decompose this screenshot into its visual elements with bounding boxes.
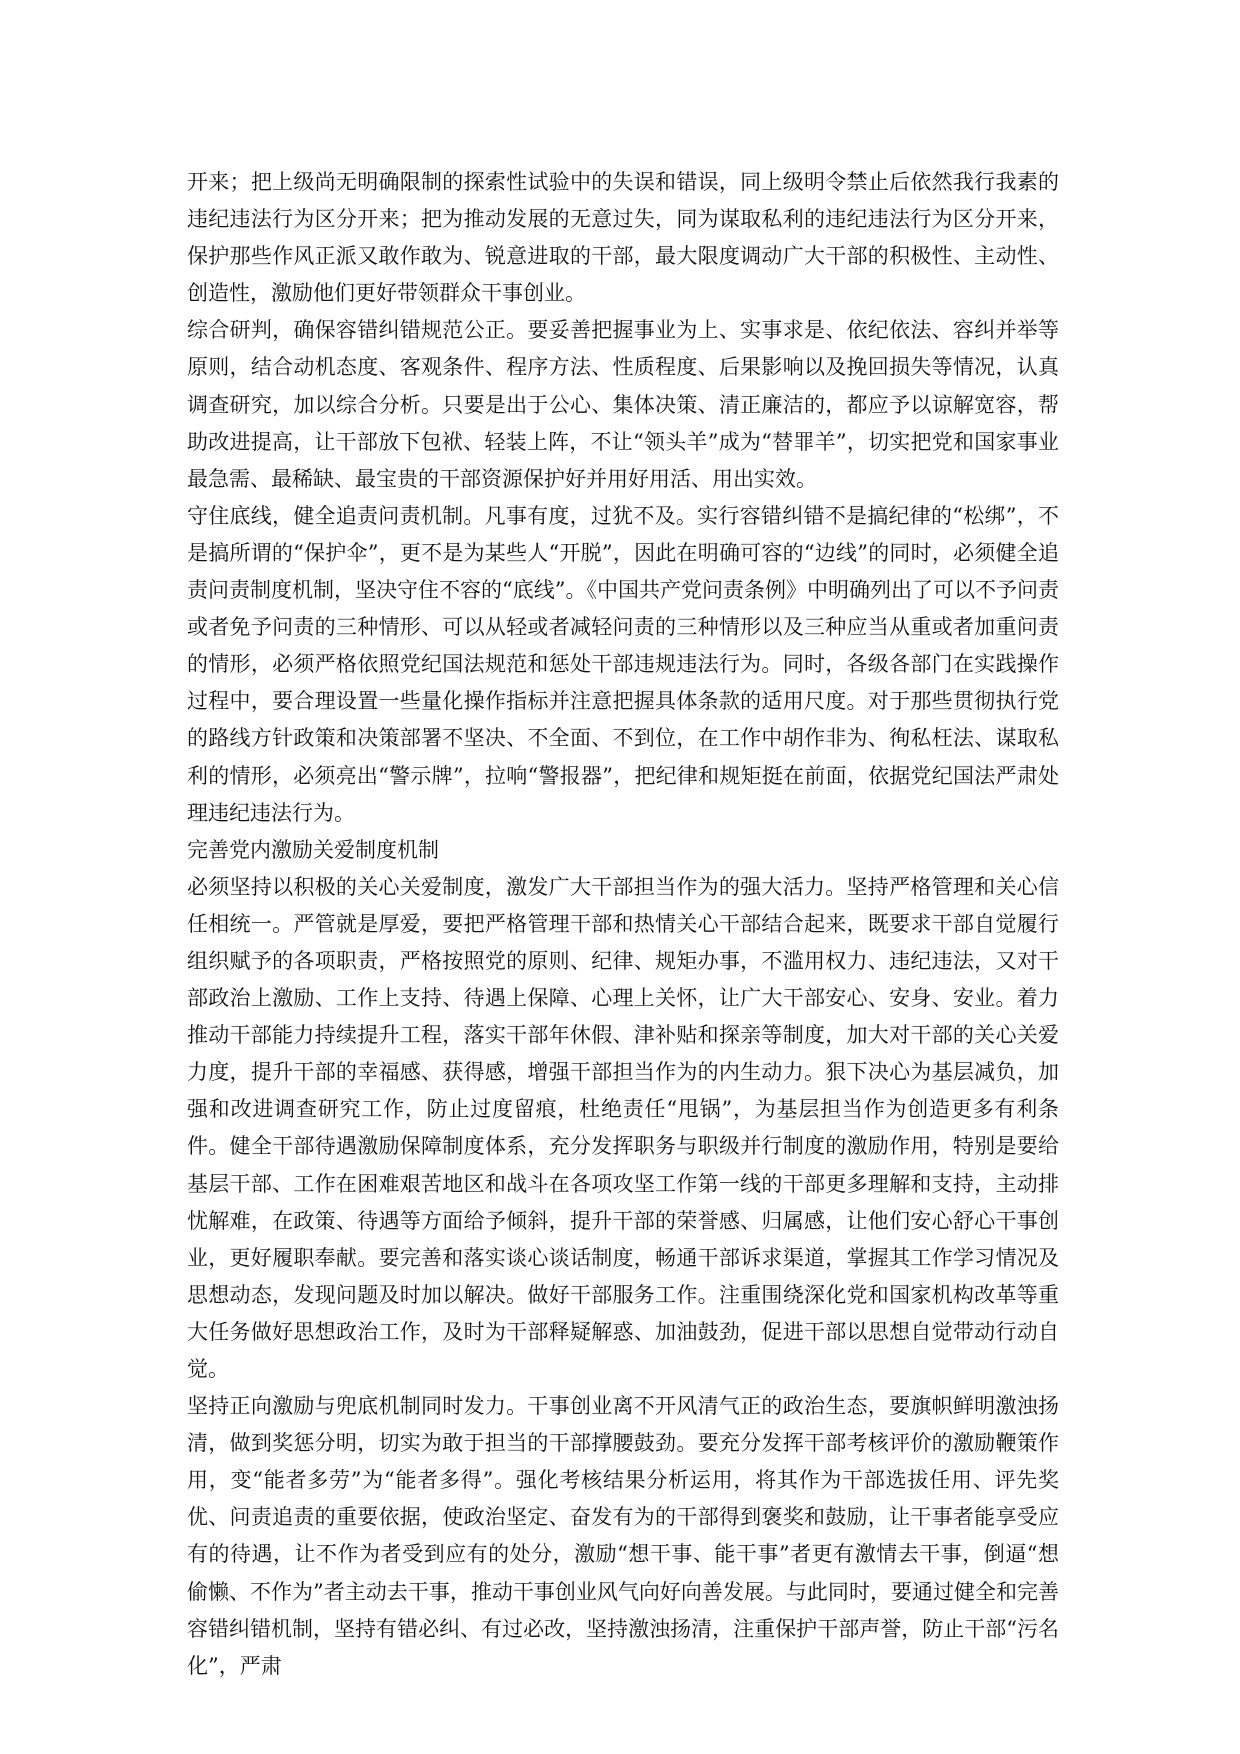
paragraph-distinguish-errors: 开来；把上级尚无明确限制的探索性试验中的失误和错误，同上级明令禁止后依然我行我素的违纪违法行为区分开来；把为推动发展的无意过失，同为谋取私利的违纪违法行为区分开来，保护那些作风正派又敢作敢为、锐意进取的干部，最大限度调动广大干部的积极性、主动性、创造性，激励他们更好带领群众干事创业。 (187, 170, 1059, 306)
paragraph-comprehensive-judgment: 综合研判，确保容错纠错规范公正。要妥善把握事业为上、实事求是、依纪依法、容纠并举等原则，结合动机态度、客观条件、程序方法、性质程度、后果影响以及挽回损失等情况，认真调查研究，加以综合分析。只要是出于公心、集体决策、清正廉洁的，都应予以谅解宽容，帮助改进提高，让干部放下包袱、轻装上阵，不让“领头羊”成为“替罪羊”，切实把党和国家事业最急需、最稀缺、最宝贵的干部资源保护好并用好用活、用出实效。 (187, 318, 1059, 491)
section-heading: 完善党内激励关爱制度机制 (187, 837, 439, 862)
paragraph-care-system: 必须坚持以积极的关心关爱制度，激发广大干部担当作为的强大活力。坚持严格管理和关心信任相统一。严管就是厚爱，要把严格管理干部和热情关心干部结合起来，既要求干部自觉履行组织赋予的各项职责，严格按照党的原则、纪律、规矩办事，不滥用权力、违纪违法，又对干部政治上激励、工作上支持、待遇上保障、心理上关怀，让广大干部安心、安身、安业。着力推动干部能力持续提升工程，落实干部年休假、津补贴和探亲等制度，加大对干部的关心关爱力度，提升干部的幸福感、获得感，增强干部担当作为的内生动力。狠下决心为基层减负，加强和改进调查研究工作，防止过度留痕，杜绝责任“甩锅”，为基层担当作为创造更多有利条件。健全干部待遇激励保障制度体系，充分发挥职务与职级并行制度的激励作用，特别是要给基层干部、工作在困难艰苦地区和战斗在各项攻坚工作第一线的干部更多理解和支持，主动排忧解难，在政策、待遇等方面给予倾斜，提升干部的荣誉感、归属感，让他们安心舒心干事创业，更好履职奉献。要完善和落实谈心谈话制度，畅通干部诉求渠道，掌握其工作学习情况及思想动态，发现问题及时加以解决。做好干部服务工作。注重围绕深化党和国家机构改革等重大任务做好思想政治工作，及时为干部释疑解惑、加油鼓劲，促进干部以思想自觉带动行动自觉。 (187, 874, 1059, 1381)
document-body (187, 164, 1059, 1685)
paragraph-incentive-mechanism: 坚持正向激励与兜底机制同时发力。干事创业离不开风清气正的政治生态，要旗帜鲜明激浊扬清，做到奖惩分明，切实为敢于担当的干部撑腰鼓劲。要充分发挥干部考核评价的激励鞭策作用，变“能者多劳”为“能者多得”。强化考核结果分析运用，将其作为干部选拔任用、评先奖优、问责追责的重要依据，使政治坚定、奋发有为的干部得到褒奖和鼓励，让干事者能享受应有的待遇，让不作为者受到应有的处分，激励“想干事、能干事”者更有激情去干事，倒逼“想偷懒、不作为”者主动去干事，推动干事创业风气向好向善发展。与此同时，要通过健全和完善容错纠错机制，坚持有错必纠、有过必改，坚持激浊扬清，注重保护干部声誉，防止干部“污名化”，严肃 (187, 1394, 1059, 1678)
paragraph-accountability-bottom-line: 守住底线，健全追责问责机制。凡事有度，过犹不及。实行容错纠错不是搞纪律的“松绑”，不是搞所谓的“保护伞”，更不是为某些人“开脱”，因此在明确可容的“边线”的同时，必须健全追责问责制度机制，坚决守住不容的“底线”。《中国共产党问责条例》中明确列出了可以不予问责或者免予问责的三种情形、可以从轻或者减轻问责的三种情形以及三种应当从重或者加重问责的情形，必须严格依照党纪国法规范和惩处干部违规违法行为。同时，各级各部门在实践操作过程中，要合理设置一些量化操作指标并注意把握具体条款的适用尺度。对于那些贯彻执行党的路线方针政策和决策部署不坚决、不全面、不到位，在工作中胡作非为、徇私枉法、谋取私利的情形，必须亮出“警示牌”，拉响“警报器”，把纪律和规矩挺在前面，依据党纪国法严肃处理违纪违法行为。 (187, 503, 1059, 825)
